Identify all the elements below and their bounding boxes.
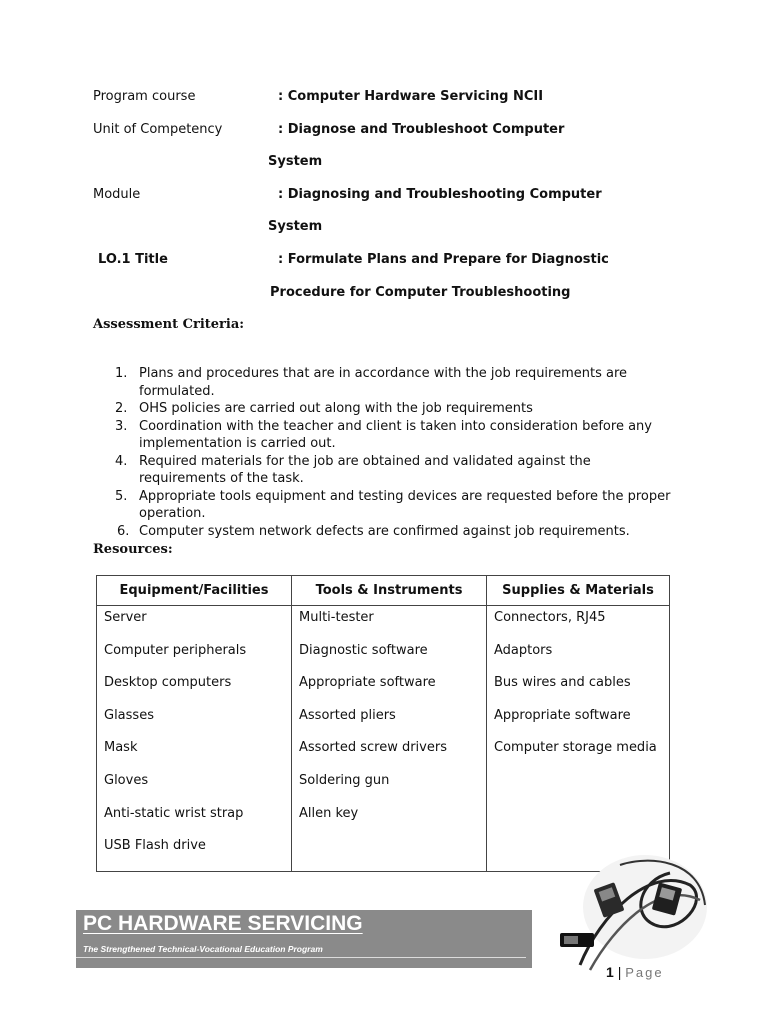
tools-item: Soldering gun [299, 772, 390, 788]
equipment-item: Server [104, 610, 147, 625]
list-item [117, 523, 675, 541]
list-item [115, 453, 675, 488]
supplies-cell [487, 606, 670, 872]
page-word: Page [625, 965, 664, 980]
supplies-item: Appropriate software [494, 707, 631, 723]
list-item [115, 400, 675, 418]
list-item [115, 418, 675, 453]
tools-item: Assorted screw drivers [299, 740, 447, 756]
module-value: : Diagnosing and Troubleshooting Computer [278, 187, 602, 202]
footer-banner [76, 910, 532, 968]
tools-item: Assorted pliers [299, 707, 396, 723]
list-item [115, 488, 675, 523]
lo-title-value-cont: Procedure for Computer Troubleshooting [270, 285, 571, 300]
module-value-cont: System [268, 219, 323, 234]
unit-of-competency-value-cont: System [268, 154, 323, 169]
list-item-number: 3. [115, 418, 128, 434]
list-item-number: 6. [117, 523, 130, 539]
program-course-value: : Computer Hardware Servicing NCII [278, 89, 544, 104]
module-label: Module [93, 187, 141, 202]
equipment-item: Desktop computers [104, 675, 232, 691]
list-item-number: 4. [115, 453, 128, 469]
equipment-cell [97, 606, 292, 872]
supplies-item: Bus wires and cables [494, 675, 631, 691]
footer-subtitle: The Strengthened Technical-Vocational Education Program [83, 944, 323, 954]
network-cable-icon [560, 845, 710, 975]
equipment-item: Computer peripherals [104, 642, 247, 658]
program-course-label: Program course [93, 89, 196, 104]
equipment-item: Glasses [104, 707, 154, 723]
table-header-row [97, 576, 670, 606]
list-item-text: Computer system network defects are confirmed against job requirements. [139, 523, 630, 539]
list-item-text: Plans and procedures that are in accordance with the job requirements are formulated. [139, 366, 628, 399]
column-header-equipment: Equipment/Facilities [97, 576, 292, 606]
resources-table [96, 575, 670, 872]
supplies-item: Adaptors [494, 642, 553, 658]
column-header-supplies: Supplies & Materials [487, 576, 670, 606]
list-item-text: Coordination with the teacher and client is taken into consideration before any implementation is carried out. [139, 418, 652, 451]
list-item-text: OHS policies are carried out along with the job requirements [139, 401, 533, 416]
footer-title: PC HARDWARE SERVICING [83, 912, 363, 935]
lo-title-label: LO.1 Title [98, 252, 168, 267]
table-row [97, 606, 670, 872]
lo-title-value: : Formulate Plans and Prepare for Diagnostic [278, 252, 609, 267]
page-number-value: 1 [606, 964, 614, 980]
tools-cell [292, 606, 487, 872]
assessment-criteria-list [115, 365, 675, 540]
tools-item: Appropriate software [299, 675, 436, 691]
list-item-number: 5. [115, 488, 128, 504]
equipment-item: Anti-static wrist strap [104, 805, 244, 821]
resources-heading: Resources: [93, 542, 173, 557]
list-item-text: Appropriate tools equipment and testing devices are requested before the proper operation. [139, 488, 671, 521]
column-header-tools: Tools & Instruments [292, 576, 487, 606]
assessment-criteria-heading: Assessment Criteria: [93, 317, 245, 332]
tools-item: Allen key [299, 805, 359, 821]
tools-item: Multi-tester [299, 610, 374, 625]
equipment-item: Mask [104, 740, 138, 756]
tools-item: Diagnostic software [299, 642, 428, 658]
supplies-item: Connectors, RJ45 [494, 610, 606, 625]
page-separator: | [617, 964, 622, 980]
equipment-item: Gloves [104, 772, 149, 788]
list-item [115, 365, 675, 400]
list-item-text: Required materials for the job are obtained and validated against the requirements of the task. [139, 453, 591, 486]
equipment-item: USB Flash drive [104, 838, 206, 854]
footer-divider [76, 957, 526, 958]
unit-of-competency-value: : Diagnose and Troubleshoot Computer [278, 122, 565, 137]
unit-of-competency-label: Unit of Competency [93, 122, 223, 137]
page-number [606, 964, 664, 980]
list-item-number: 1. [115, 366, 128, 381]
list-item-number: 2. [115, 401, 128, 416]
supplies-item: Computer storage media [494, 740, 657, 756]
